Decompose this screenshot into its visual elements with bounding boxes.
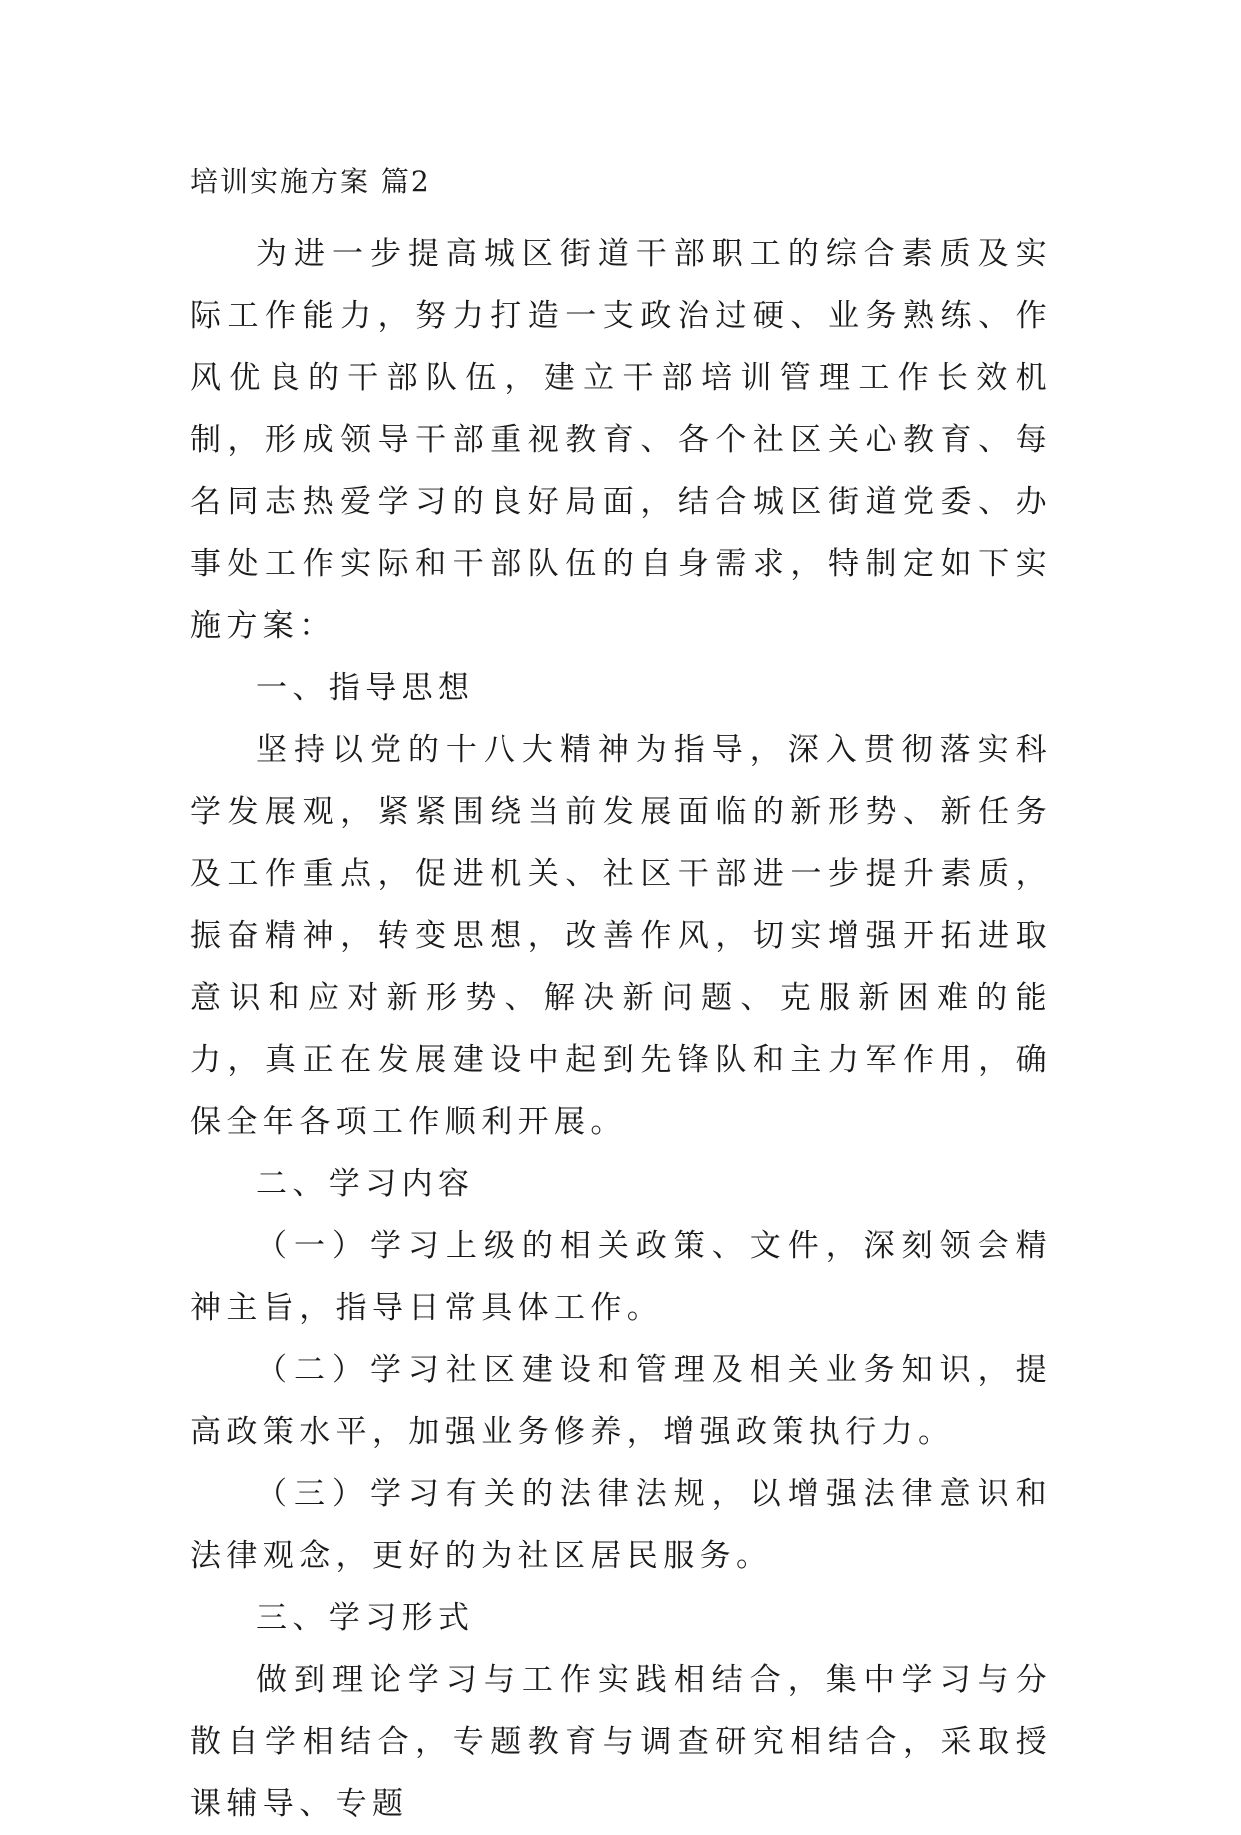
intro-paragraph: 为进一步提高城区街道干部职工的综合素质及实际工作能力，努力打造一支政治过硬、业务熟练、作风优良的干部队伍，建立干部培训管理工作长效机制，形成领导干部重视教育、各个社区关心教育、每名同志热爱学习的良好局面，结合城区街道党委、办事处工作实际和干部队伍的自身需求，特制定如下实施方案： [190,236,1052,644]
learning-content-item-3: （三）学习有关的法律法规，以增强法律意识和法律观念，更好的为社区居民服务。 [190,1476,1052,1574]
document-page [190,162,1052,1835]
learning-form-paragraph: 做到理论学习与工作实践相结合，集中学习与分散自学相结合，专题教育与调查研究相结合，采取授课辅导、专题 [190,1662,1052,1822]
learning-content-item-2: （二）学习社区建设和管理及相关业务知识，提高政策水平，加强业务修养，增强政策执行力。 [190,1352,1052,1450]
section-heading-guiding-ideology: 一、指导思想 [256,670,475,706]
section-heading-learning-form: 三、学习形式 [256,1600,475,1636]
guiding-ideology-paragraph: 坚持以党的十八大精神为指导，深入贯彻落实科学发展观，紧紧围绕当前发展面临的新形势、新任务及工作重点，促进机关、社区干部进一步提升素质，振奋精神，转变思想，改善作风，切实增强开拓进取意识和应对新形势、解决新问题、克服新困难的能力，真正在发展建设中起到先锋队和主力军作用，确保全年各项工作顺利开展。 [190,732,1052,1140]
learning-content-item-1: （一）学习上级的相关政策、文件，深刻领会精神主旨，指导日常具体工作。 [190,1228,1052,1326]
section-heading-learning-content: 二、学习内容 [256,1166,475,1202]
document-title: 培训实施方案 篇2 [190,165,431,198]
